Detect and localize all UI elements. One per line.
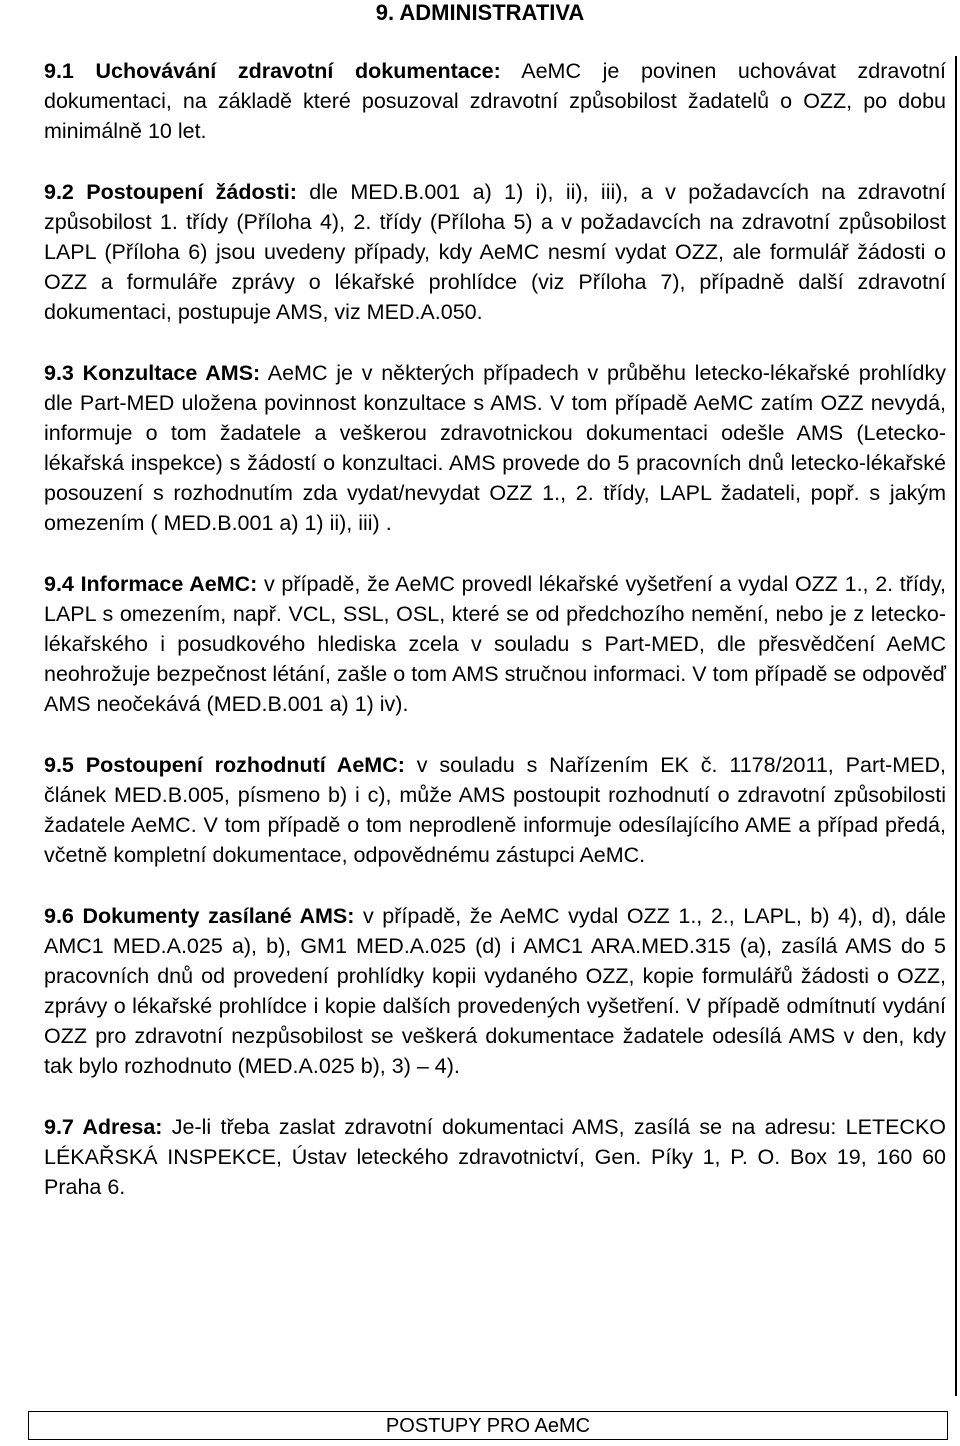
section-9-3: [44, 358, 946, 538]
section-title: 9.2 Postoupení žádosti:: [44, 180, 297, 204]
section-9-2: [44, 177, 946, 327]
page-heading: 9. ADMINISTRATIVA: [375, 0, 585, 25]
page-footer: POSTUPY PRO AeMC: [28, 1411, 948, 1440]
section-text: v případě, že AeMC provedl lékařské vyšetření a vydal OZZ 1., 2. třídy, LAPL s omezením, např. VCL, SSL, OSL, které se od předchozího nemění, nebo je z letecko-lékařského i posudkového hlediska zcela v souladu s Part-MED, dle přesvědčení AeMC neohrožuje bezpečnost létání, zašle o tom AMS stručnou informaci. V tom případě se odpověď AMS neočekává (MED.B.001 a) 1) iv).: [44, 572, 946, 716]
section-text: v souladu s Nařízením EK č. 1178/2011, Part-MED, článek MED.B.005, písmeno b) i c), může AMS postoupit rozhodnutí o zdravotní způsobilosti žadatele AeMC. V tom případě o tom neprodleně informuje odesílajícího AME a případ předá, včetně kompletní dokumentace, odpovědnému zástupci AeMC.: [44, 753, 946, 867]
section-title: 9.4 Informace AeMC:: [44, 572, 258, 596]
section-text: AeMC je povinen uchovávat zdravotní dokumentaci, na základě které posuzoval zdravotní způsobilost žadatelů o OZZ, po dobu minimálně 10 let.: [44, 59, 946, 143]
section-9-1: [44, 56, 946, 146]
section-9-4: [44, 569, 946, 719]
section-text: AeMC je v některých případech v průběhu letecko-lékařské prohlídky dle Part-MED uložena povinnost konzultace s AMS. V tom případě AeMC zatím OZZ nevydá, informuje o tom žadatele a veškerou zdravotnickou dokumentaci odešle AMS (Letecko-lékařská inspekce) s žádostí o konzultaci. AMS provede do 5 pracovních dnů letecko-lékařské posouzení s rozhodnutím zda vydat/nevydat OZZ 1., 2. třídy, LAPL žadateli, popř. s jakým omezením ( MED.B.001 a) 1) ii), iii) .: [44, 361, 946, 535]
section-9-5: [44, 750, 946, 870]
document-body: [44, 56, 946, 1233]
section-9-6: [44, 901, 946, 1081]
section-title: 9.5 Postoupení rozhodnutí AeMC:: [44, 753, 405, 777]
right-margin-rule: [955, 56, 957, 1396]
section-title: 9.7 Adresa:: [44, 1115, 163, 1139]
section-text: dle MED.B.001 a) 1) i), ii), iii), a v požadavcích na zdravotní způsobilost 1. třídy (Příloha 4), 2. třídy (Příloha 5) a v požadavcích na zdravotní způsobilost LAPL (Příloha 6) jsou uvedeny případy, kdy AeMC nesmí vydat OZZ, ale formulář žádosti o OZZ a formuláře zprávy o lékařské prohlídce (viz Příloha 7), případně další zdravotní dokumentaci, postupuje AMS, viz MED.A.050.: [44, 180, 946, 324]
section-title: 9.3 Konzultace AMS:: [44, 361, 261, 385]
section-title: 9.1 Uchovávání zdravotní dokumentace:: [44, 59, 501, 83]
section-text: Je-li třeba zaslat zdravotní dokumentaci AMS, zasílá se na adresu: LETECKO LÉKAŘSKÁ INSPEKCE, Ústav leteckého zdravotnictví, Gen. Píky 1, P. O. Box 19, 160 60 Praha 6.: [44, 1115, 947, 1199]
section-text: v případě, že AeMC vydal OZZ 1., 2., LAPL, b) 4), d), dále AMC1 MED.A.025 a), b), GM1 MED.A.025 (d) i AMC1 ARA.MED.315 (a), zasílá AMS do 5 pracovních dnů od provedení prohlídky kopii vydaného OZZ, kopie formulářů žádosti o OZZ, zprávy o lékařské prohlídce i kopie dalších provedených vyšetření. V případě odmítnutí vydání OZZ pro zdravotní nezpůsobilost se veškerá dokumentace žadatele odesílá AMS v den, kdy tak bylo rozhodnuto (MED.A.025 b), 3) – 4).: [44, 904, 946, 1078]
section-9-7: [44, 1112, 946, 1202]
section-title: 9.6 Dokumenty zasílané AMS:: [44, 904, 355, 928]
